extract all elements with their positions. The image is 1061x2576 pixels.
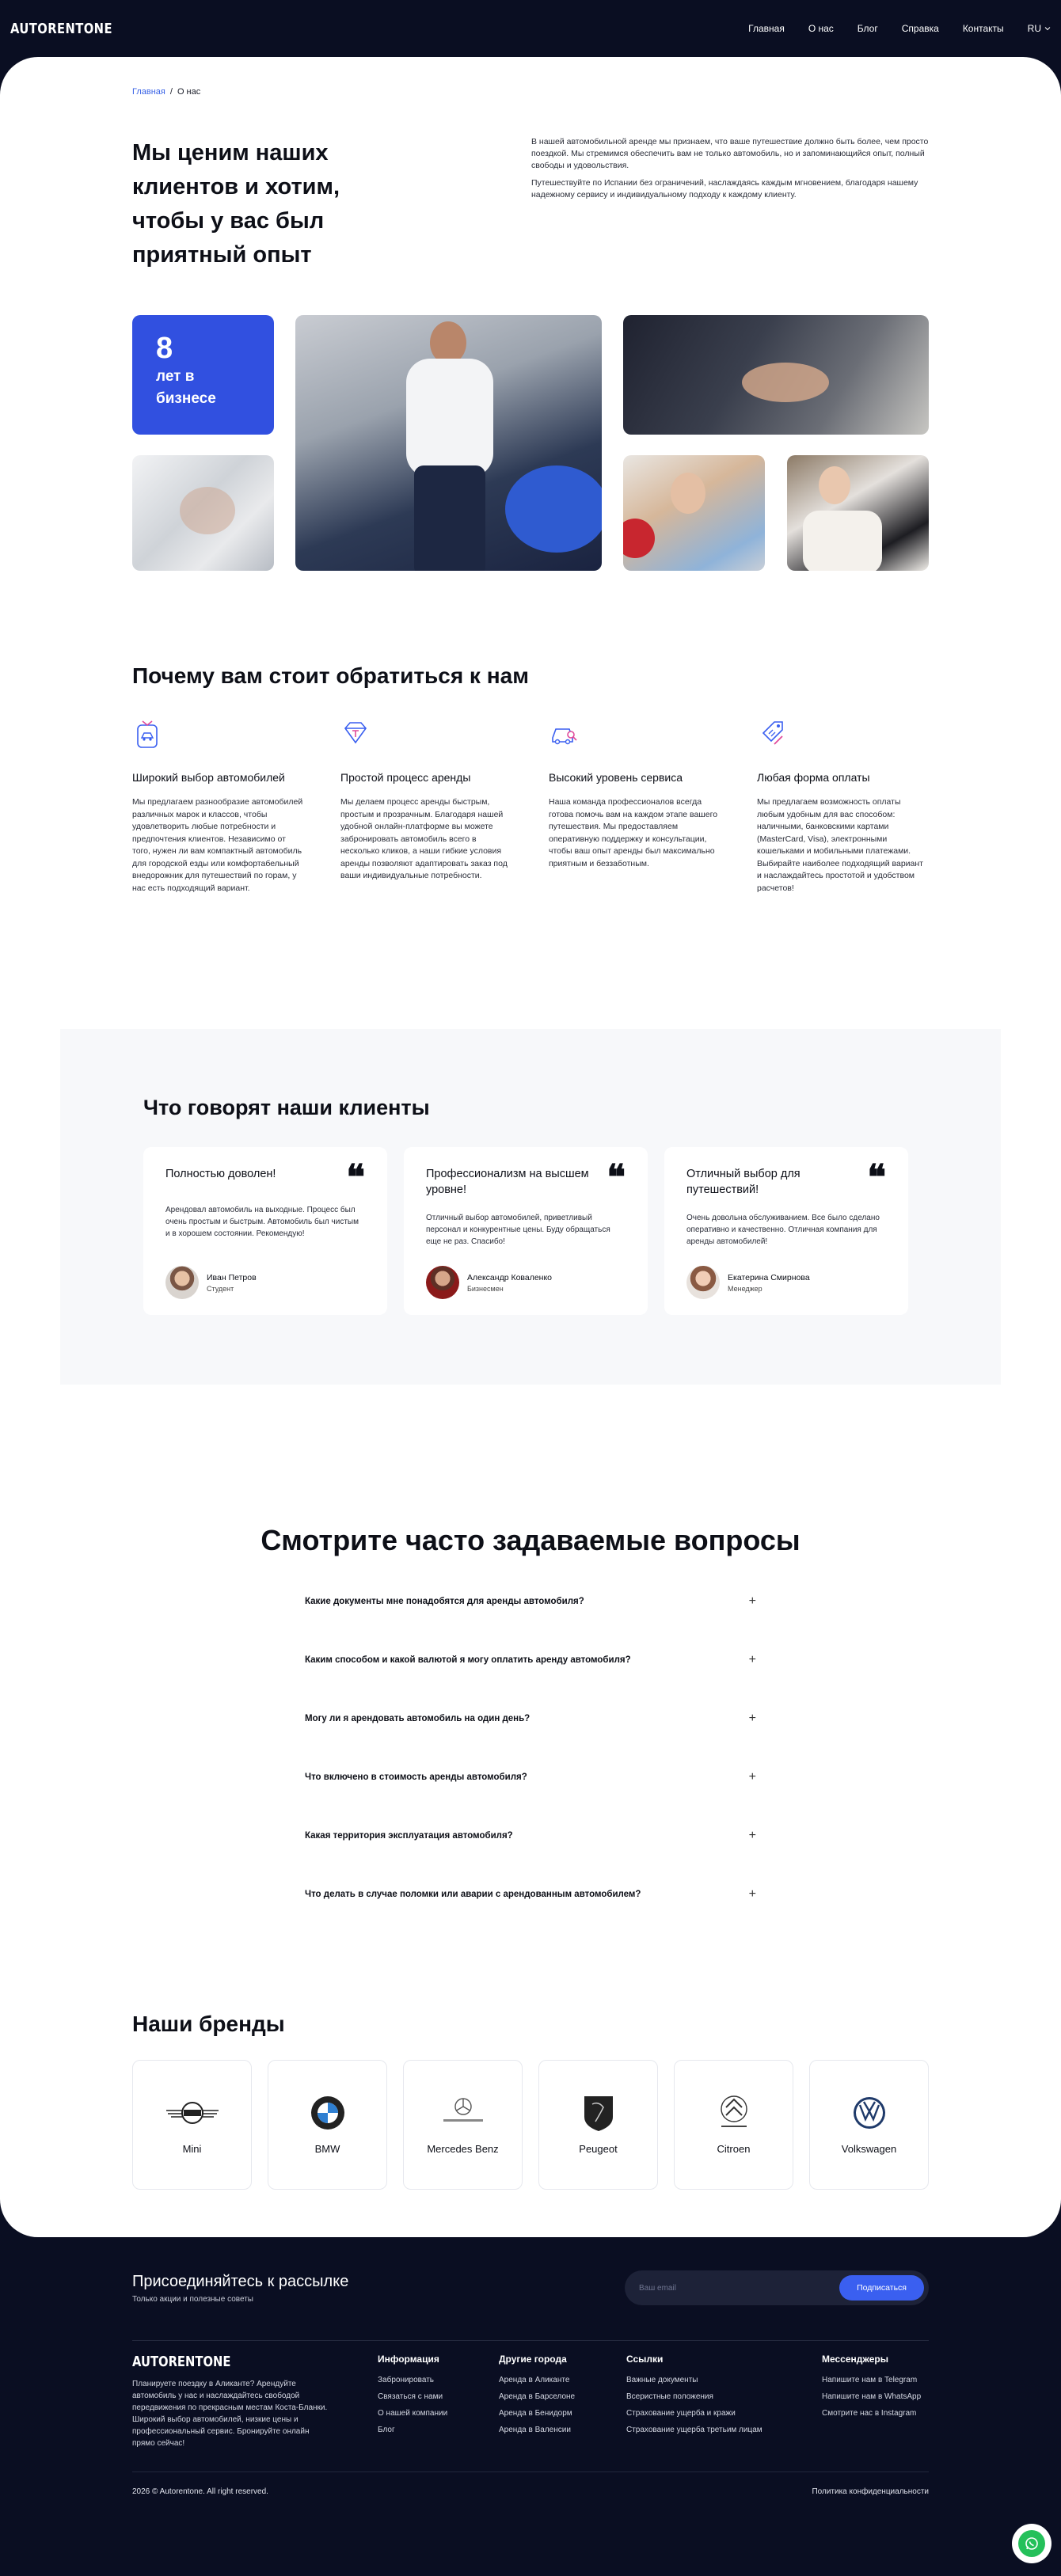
author-name: Иван Петров: [207, 1272, 257, 1282]
email-input[interactable]: [639, 2284, 813, 2293]
plus-icon[interactable]: +: [748, 1594, 756, 1608]
author-name: Екатерина Смирнова: [728, 1272, 810, 1282]
footer-col-title: Мессенджеры: [822, 2354, 888, 2365]
plus-icon[interactable]: +: [748, 1829, 756, 1842]
footer-link[interactable]: Страхование ущерба и кражи: [626, 2409, 736, 2418]
footer-col-title: Ссылки: [626, 2354, 664, 2365]
footer-link[interactable]: Аренда в Бенидорм: [499, 2409, 572, 2418]
footer-col-messengers: [822, 2354, 921, 2449]
faq-question: Что включено в стоимость аренды автомобиля?: [305, 1772, 527, 1782]
car-tag-icon: [132, 717, 162, 750]
nav-home[interactable]: Главная: [748, 23, 785, 34]
faq-list: [305, 1594, 756, 1948]
brand-name: Mercedes Benz: [427, 2143, 499, 2155]
brand-card-volkswagen[interactable]: [809, 2060, 929, 2190]
brand-card-peugeot[interactable]: [538, 2060, 658, 2190]
why-item-title: Простой процесс аренды: [340, 771, 471, 784]
brands-title: Наши бренды: [132, 2012, 285, 2036]
brand-card-mini[interactable]: [132, 2060, 252, 2190]
faq-question: Каким способом и какой валютой я могу оплатить аренду автомобиля?: [305, 1655, 631, 1665]
subscribe-button[interactable]: Подписаться: [839, 2275, 924, 2301]
footer-link[interactable]: Важные документы: [626, 2376, 698, 2384]
photo-gallery: [132, 315, 929, 576]
years-label: лет в бизнесе: [156, 368, 216, 407]
nav-about[interactable]: О нас: [808, 23, 834, 34]
why-item-payment: [757, 717, 929, 895]
review-title: Профессионализм на высшем уровне!: [426, 1168, 589, 1196]
peugeot-logo-icon: [581, 2093, 616, 2133]
faq-item[interactable]: [305, 1831, 756, 1890]
footer-logo[interactable]: AUTORENTONE: [132, 2354, 231, 2370]
avatar: [686, 1266, 720, 1299]
language-label: RU: [1027, 23, 1041, 34]
photo-car-door: [132, 455, 274, 571]
nav-blog[interactable]: Блог: [857, 23, 878, 34]
why-us-grid: [132, 717, 929, 895]
footer-link[interactable]: Аренда в Валенсии: [499, 2426, 571, 2434]
intro-section: [132, 136, 929, 272]
author-name: Александр Коваленко: [467, 1272, 553, 1282]
footer-link[interactable]: Аренда в Аликанте: [499, 2376, 570, 2384]
why-us-section: [132, 663, 929, 895]
photo-woman-handing-key: [787, 455, 929, 571]
brand-name: Mini: [182, 2143, 202, 2155]
intro-paragraph-1: В нашей автомобильной аренде мы признаем, что ваше путешествие должно быть более, чем просто поездкой. Мы стремимся обеспечить вам не только автомобиль, но и запоминающийся опыт, полный свободы и удовольствия.: [531, 137, 929, 170]
brands-section: [132, 2012, 929, 2190]
payment-tag-icon: [757, 717, 787, 750]
footer-link[interactable]: Забронировать: [378, 2376, 435, 2384]
diamond-icon: [340, 717, 371, 750]
why-item-text: Мы предлагаем разнообразие автомобилей различных марок и классов, чтобы удовлетворить любые потребности и предпочтения клиентов. Независимо от того, нужен ли вам компактный автомобиль для городской езды или комфортабельный внедорожник для путешествий по горам, у нас есть подходящий вариант.: [132, 797, 303, 893]
why-us-title: Почему вам стоит обратиться к нам: [132, 663, 529, 688]
privacy-policy-link[interactable]: Политика конфиденциальности: [812, 2487, 929, 2496]
car-key-icon: [549, 717, 579, 750]
review-author: [686, 1266, 810, 1299]
faq-item[interactable]: [305, 1714, 756, 1772]
footer-link-instagram[interactable]: Смотрите нас в Instagram: [822, 2409, 917, 2418]
review-text: Арендовал автомобиль на выходные. Процесс был очень простым и быстрым. Автомобиль был чистым и в хорошем состоянии. Рекомендую!: [165, 1206, 359, 1238]
footer-description: Планируете поездку в Аликанте? Арендуйте автомобиль у нас и наслаждайтесь свободой передвижения по прекрасным местам Коста-Бланки. Широкий выбор автомобилей, низкие цены и профессиональный сервис. Бронируйте онлайн прямо сейчас!: [132, 2380, 328, 2448]
breadcrumb-separator: /: [169, 87, 173, 97]
site-header: [0, 0, 1061, 57]
footer-col-cities: [499, 2354, 626, 2449]
whatsapp-float-button[interactable]: [1012, 2524, 1051, 2563]
faq-item[interactable]: [305, 1887, 756, 1948]
why-item-service-level: [549, 717, 721, 895]
review-card: [664, 1147, 908, 1315]
quote-icon: ❝: [346, 1157, 365, 1198]
faq-section: [0, 1524, 1061, 1948]
brand-card-citroen[interactable]: [674, 2060, 793, 2190]
why-item-simple-process: [340, 717, 512, 895]
plus-icon[interactable]: +: [748, 1770, 756, 1784]
brand-card-mercedes[interactable]: [403, 2060, 523, 2190]
footer-col-links: [626, 2354, 822, 2449]
faq-title: Смотрите часто задаваемые вопросы: [260, 1524, 801, 1556]
faq-question: Что делать в случае поломки или аварии с арендованным автомобилем?: [305, 1890, 641, 1899]
footer-link[interactable]: О нашей компании: [378, 2409, 448, 2418]
brands-grid: [132, 2060, 929, 2190]
nav-help[interactable]: Справка: [901, 23, 939, 34]
page-title: Мы ценим наших клиентов и хотим, чтобы у вас был приятный опыт: [132, 140, 340, 268]
footer-bottom: [132, 2472, 929, 2512]
avatar: [165, 1266, 199, 1299]
brand-card-bmw[interactable]: [268, 2060, 387, 2190]
footer-col-info: [378, 2354, 499, 2449]
footer-link[interactable]: Связаться с нами: [378, 2392, 443, 2401]
author-role: Бизнесмен: [467, 1284, 504, 1293]
why-item-title: Любая форма оплаты: [757, 771, 870, 784]
photo-handshake: [623, 315, 929, 435]
main-nav: [748, 23, 1051, 34]
main-content: [0, 57, 1061, 2237]
breadcrumb-current: О нас: [177, 87, 201, 97]
intro-text: [531, 136, 929, 272]
newsletter: [132, 2270, 929, 2305]
newsletter-form: [625, 2270, 929, 2305]
quote-icon: ❝: [867, 1157, 886, 1198]
citroen-logo-icon: [712, 2093, 756, 2133]
intro-paragraph-2: Путешествуйте по Испании без ограничений, наслаждаясь каждым мгновением, благодаря нашему надежному сервису и индивидуальному подходу к каждому клиенту.: [531, 178, 918, 199]
footer-columns: [132, 2354, 929, 2449]
faq-item[interactable]: [305, 1772, 756, 1831]
why-item-text: Наша команда профессионалов всегда готова помочь вам на каждом этапе вашего путешествия. Мы предоставляем оперативную поддержку и консультации, чтобы ваш опыт аренды был максимально приятным и беззаботным.: [549, 797, 718, 868]
footer-link[interactable]: Страхование ущерба третьим лицам: [626, 2426, 762, 2434]
review-card: [143, 1147, 387, 1315]
newsletter-title: Присоединяйтесь к рассылке: [132, 2272, 349, 2290]
bmw-logo-icon: [310, 2095, 346, 2131]
footer-brand: [132, 2354, 378, 2449]
plus-icon[interactable]: +: [748, 1887, 756, 1901]
faq-item[interactable]: [305, 1655, 756, 1714]
why-item-title: Высокий уровень сервиса: [549, 771, 683, 784]
review-card: [404, 1147, 648, 1315]
volkswagen-logo-icon: [852, 2095, 887, 2130]
review-author: [165, 1266, 257, 1299]
brand-name: Volkswagen: [841, 2143, 897, 2155]
brand-name: Peugeot: [579, 2143, 618, 2155]
footer-link-telegram[interactable]: Напишите нам в Telegram: [822, 2376, 918, 2384]
footer-link[interactable]: Всеристные положения: [626, 2392, 713, 2401]
review-title: Отличный выбор для путешествий!: [686, 1168, 801, 1196]
quote-icon: ❝: [607, 1157, 626, 1198]
brand-name: BMW: [314, 2143, 340, 2155]
photo-man-with-car-key: [295, 315, 602, 571]
why-item-wide-choice: [132, 717, 304, 895]
review-text: Очень довольна обслуживанием. Все было сделано оперативно и качественно. Отличная компания для аренды автомобилей!: [686, 1214, 880, 1246]
years-number: 8: [156, 332, 173, 365]
faq-question: Какая территория эксплуатация автомобиля?: [305, 1831, 513, 1841]
author-role: Студент: [207, 1284, 234, 1293]
site-logo[interactable]: AUTORENTONE: [10, 20, 112, 37]
why-item-text: Мы предлагаем возможность оплаты любым удобным для вас способом: наличными, банковскими картами (MasterCard, Visa), электронными кошельками и мобильными платежами. Выбирайте наиболее подходящий вариант и наслаждайтесь простотой и удобством расчетов!: [757, 797, 923, 893]
years-in-business-card: [132, 315, 274, 435]
site-footer: [0, 2237, 1061, 2512]
avatar: [426, 1266, 459, 1299]
mini-logo-icon: [165, 2101, 220, 2125]
reviews-title: Что говорят наши клиенты: [143, 1096, 430, 1119]
footer-col-title: Информация: [378, 2354, 439, 2365]
why-item-title: Широкий выбор автомобилей: [132, 771, 285, 784]
whatsapp-icon: [1024, 2536, 1040, 2551]
plus-icon[interactable]: +: [748, 1712, 756, 1725]
why-item-text: Мы делаем процесс аренды быстрым, простым и прозрачным. Благодаря нашей удобной онлайн-платформе вы можете забронировать автомобиль всего в несколько кликов, а наши гибкие условия аренды позволяют адаптировать заказ под ваши индивидуальные потребности.: [340, 797, 508, 880]
breadcrumb-home[interactable]: Главная: [132, 87, 165, 97]
brand-name: Citroen: [717, 2143, 751, 2155]
breadcrumb: [132, 87, 929, 97]
faq-question: Могу ли я арендовать автомобиль на один день?: [305, 1714, 530, 1723]
plus-icon[interactable]: +: [748, 1653, 756, 1666]
review-title: Полностью доволен!: [165, 1168, 276, 1180]
faq-question: Какие документы мне понадобятся для аренды автомобиля?: [305, 1597, 584, 1606]
reviews-section: [60, 1029, 1001, 1385]
photo-woman-with-document: [623, 455, 765, 571]
newsletter-subtitle: Только акции и полезные советы: [132, 2294, 253, 2304]
review-text: Отличный выбор автомобилей, приветливый персонал и конкурентные цены. Буду обращаться еще не раз. Спасибо!: [426, 1214, 610, 1246]
footer-col-title: Другие города: [499, 2354, 567, 2365]
footer-link-whatsapp[interactable]: Напишите нам в WhatsApp: [822, 2392, 922, 2401]
faq-item[interactable]: [305, 1594, 756, 1655]
author-role: Менеджер: [728, 1284, 762, 1293]
footer-link[interactable]: Блог: [378, 2426, 395, 2434]
footer-link[interactable]: Аренда в Барселоне: [499, 2392, 576, 2401]
mercedes-logo-icon: [435, 2097, 491, 2129]
nav-contacts[interactable]: Контакты: [962, 23, 1004, 34]
review-author: [426, 1266, 552, 1299]
language-selector[interactable]: [1028, 23, 1051, 34]
copyright: 2026 © Autorentone. All right reserved.: [132, 2487, 268, 2496]
chevron-down-icon: [1044, 26, 1051, 31]
reviews-grid: [143, 1147, 918, 1315]
